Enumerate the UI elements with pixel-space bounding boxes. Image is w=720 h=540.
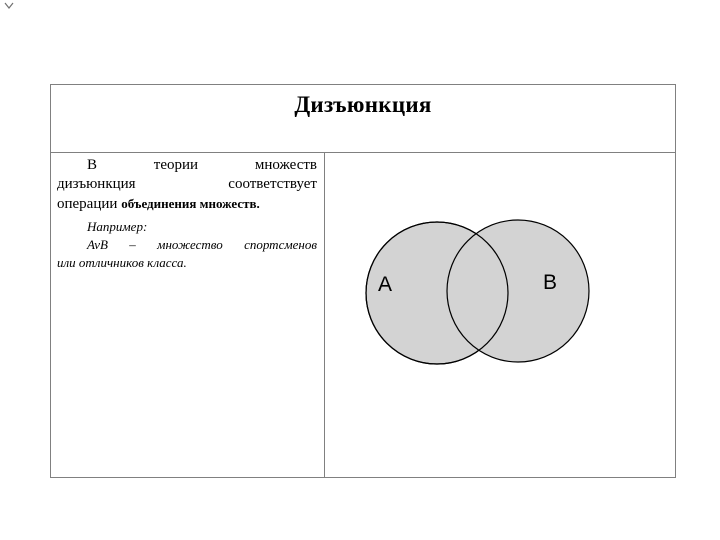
word: теории: [153, 157, 199, 173]
word: операции: [57, 196, 122, 212]
title-cell: [51, 85, 675, 153]
venn-diagram: [325, 153, 675, 477]
word: множеств: [254, 157, 317, 173]
word: дизъюнкция: [57, 176, 136, 192]
bold-term: объединения множеств.: [121, 196, 260, 211]
diagram-cell: [325, 153, 675, 477]
content-table: [50, 84, 676, 478]
example-line-2: или отличников класса.: [57, 255, 187, 270]
definition-line-3: [57, 194, 317, 214]
word: соответствует: [228, 176, 317, 192]
definition-line-2: [57, 175, 317, 194]
word: В: [87, 157, 98, 173]
chevron-down-icon[interactable]: [2, 0, 16, 12]
definition-paragraph: [57, 156, 317, 214]
definition-line-1: [57, 156, 317, 175]
set-b-circle: [447, 220, 589, 362]
example-line-1: AvB – множество спортсменов: [87, 237, 317, 252]
text-cell: [51, 153, 325, 477]
set-b-label: B: [543, 271, 558, 294]
example-paragraph: [57, 218, 317, 272]
page-title: Дизъюнкция: [294, 92, 432, 117]
example-label: Например:: [87, 219, 148, 234]
set-a-label: A: [378, 273, 393, 296]
